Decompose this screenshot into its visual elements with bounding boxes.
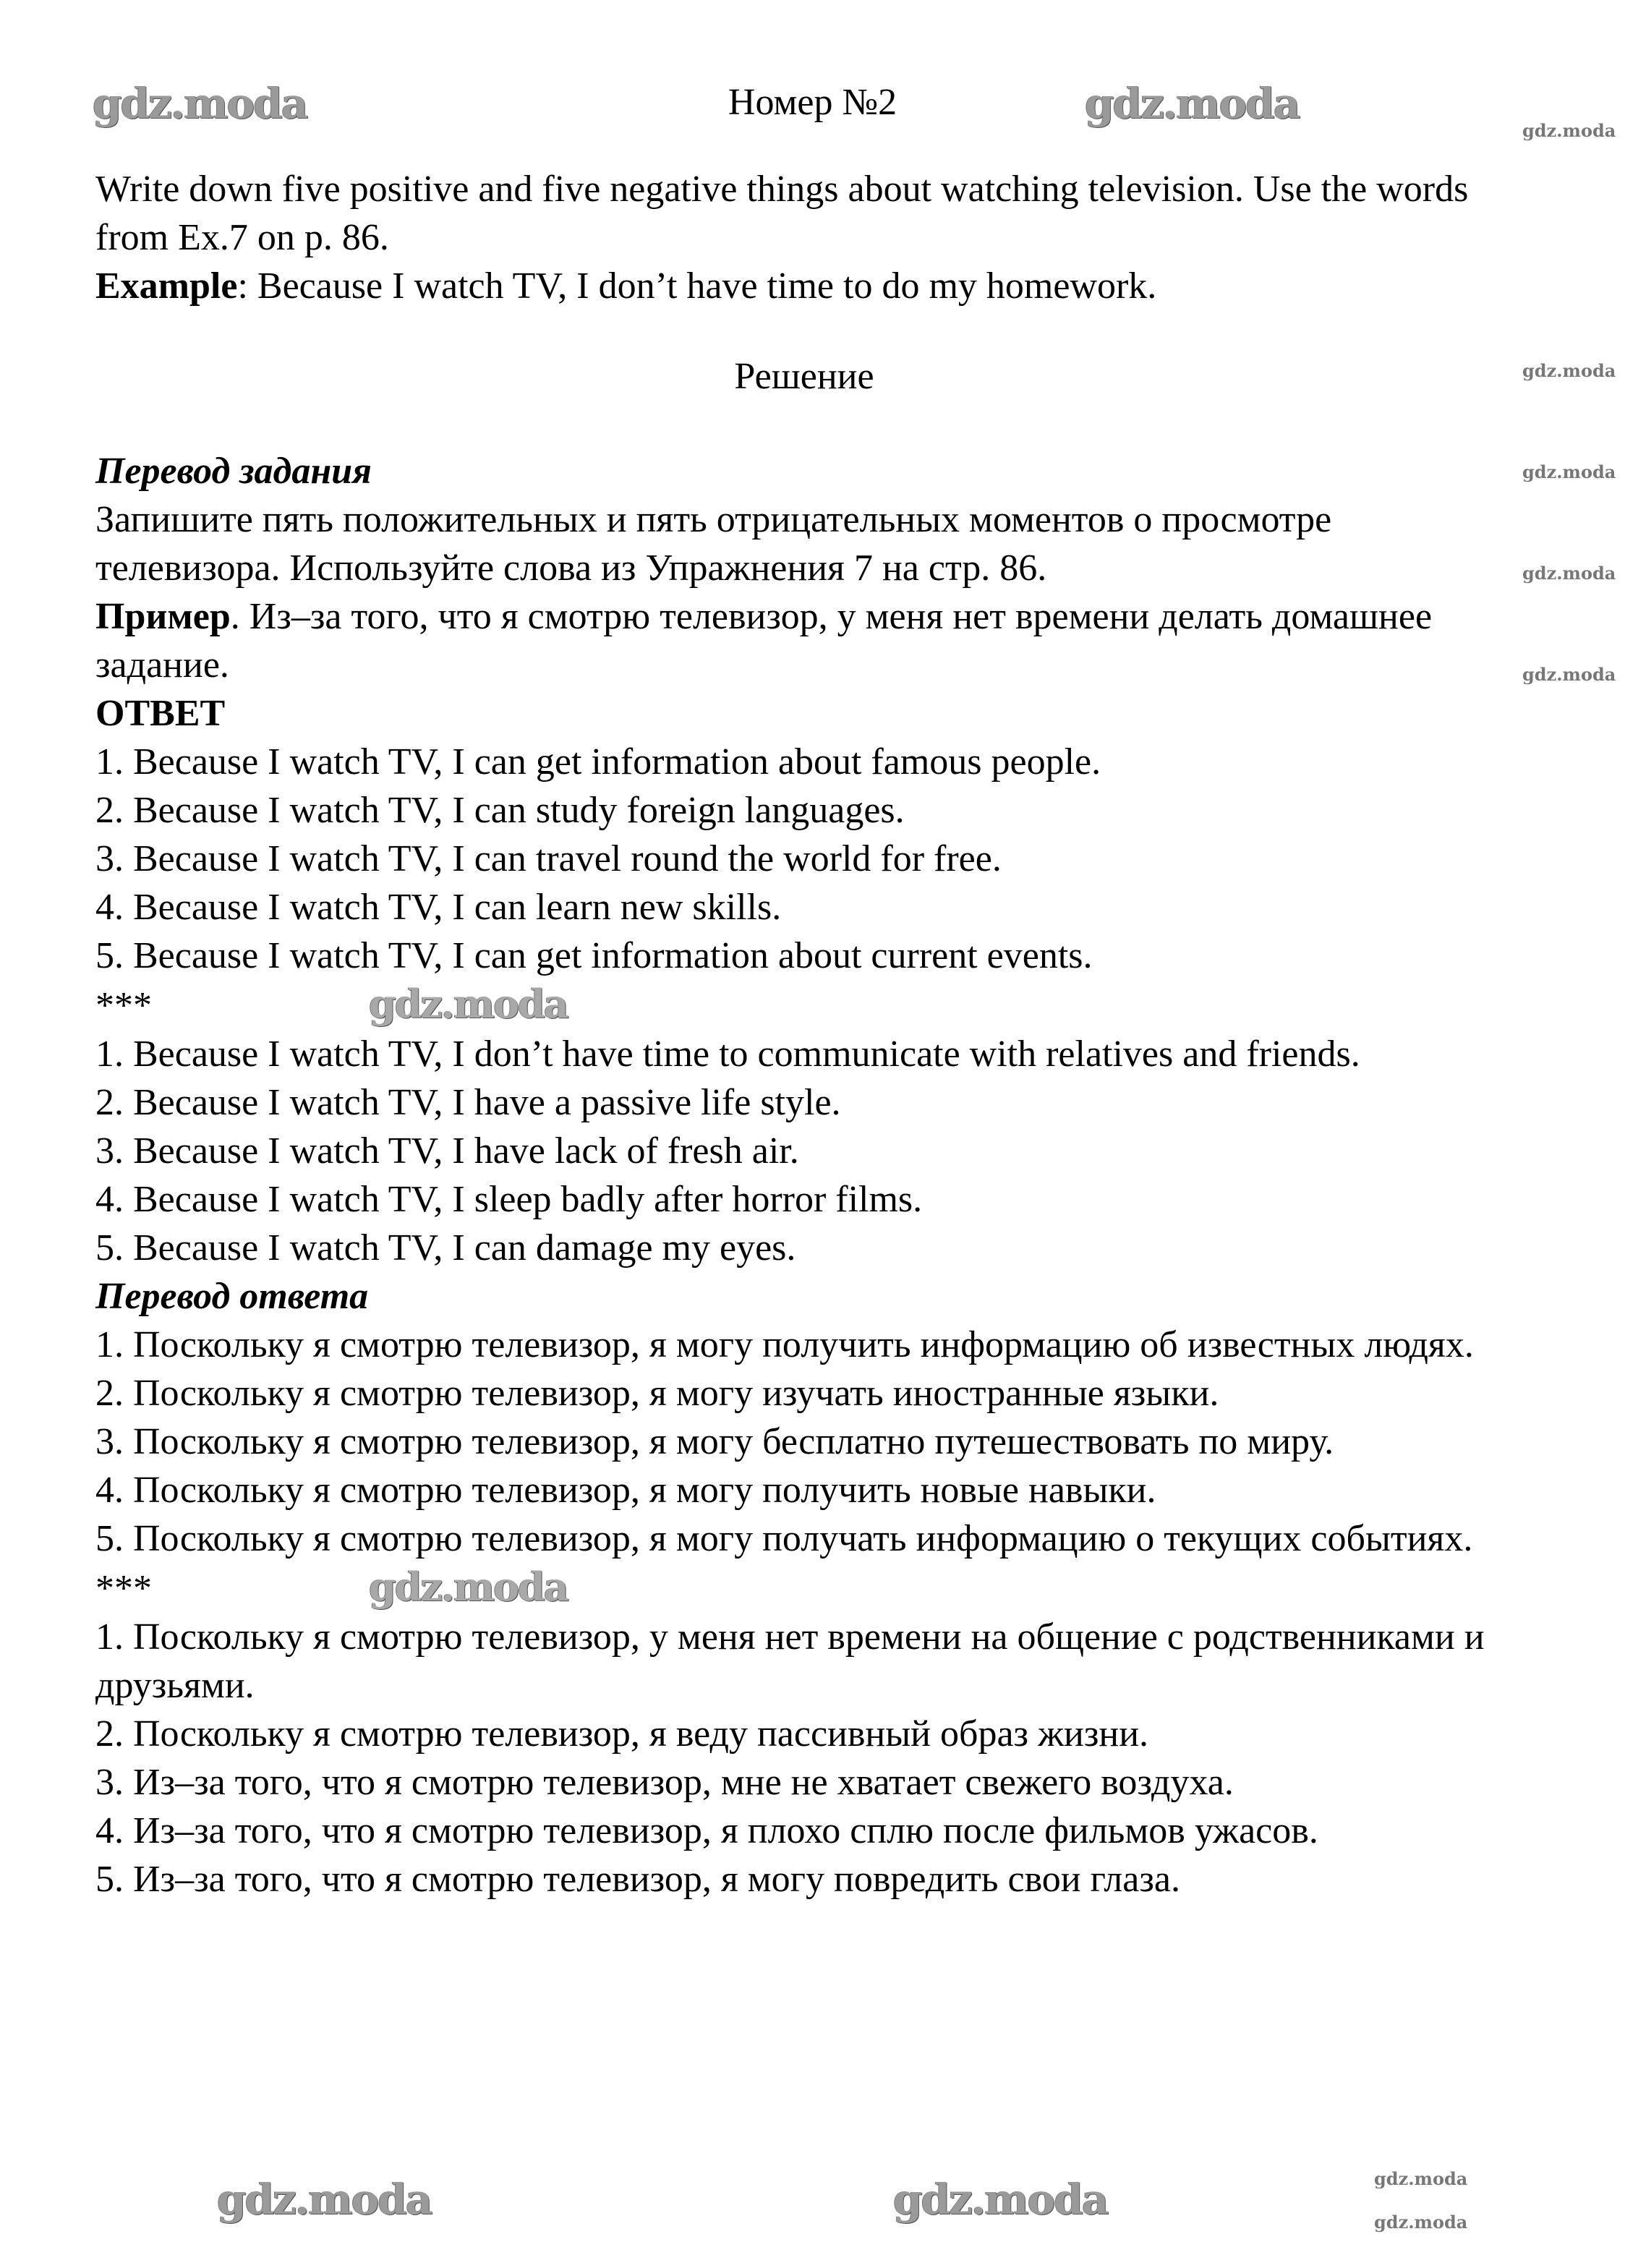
list-item: 2. Поскольку я смотрю телевизор, я веду пассивный образ жизни. — [95, 1713, 1149, 1755]
answer-translation-heading: Перевод ответа — [95, 1276, 369, 1317]
task-example — [95, 262, 1513, 310]
solution-heading: Решение — [734, 356, 874, 397]
watermark: gdz.moda — [369, 981, 568, 1027]
list-item: 2. Поскольку я смотрю телевизор, я могу изучать иностранные языки. — [95, 1373, 1219, 1414]
list-item: 1. Поскольку я смотрю телевизор, у меня нет времени на общение с родственниками и друзьями. — [95, 1616, 1485, 1706]
watermark: gdz.moda — [893, 2175, 1108, 2224]
watermark: gdz.moda — [1522, 461, 1616, 482]
answer-heading: ОТВЕТ — [95, 693, 226, 734]
separator — [95, 980, 1513, 1030]
page-title: Номер №2 — [728, 82, 897, 123]
list-item: 4. Because I watch TV, I can learn new skills. — [95, 887, 782, 928]
list-item: 5. Because I watch TV, I can damage my eyes. — [95, 1227, 796, 1269]
list-item: 3. Because I watch TV, I have lack of fresh air. — [95, 1130, 799, 1172]
list-item: 4. Из–за того, что я смотрю телевизор, я плохо сплю после фильмов ужасов. — [95, 1810, 1318, 1851]
list-item: 3. Из–за того, что я смотрю телевизор, мне не хватает свежего воздуха. — [95, 1762, 1234, 1803]
separator — [95, 1563, 1513, 1613]
list-item: 3. Поскольку я смотрю телевизор, я могу бесплатно путешествовать по миру. — [95, 1421, 1334, 1462]
list-item: 5. Because I watch TV, I can get information about current events. — [95, 935, 1093, 976]
task-translation-heading: Перевод задания — [95, 451, 372, 492]
list-item: 2. Because I watch TV, I have a passive life style. — [95, 1082, 841, 1123]
list-item: 3. Because I watch TV, I can travel round the world for free. — [95, 838, 1002, 879]
list-item: 2. Because I watch TV, I can study foreign languages. — [95, 790, 905, 831]
list-item: 5. Поскольку я смотрю телевизор, я могу получать информацию о текущих событиях. — [95, 1518, 1473, 1559]
watermark: gdz.moda — [1522, 563, 1616, 584]
watermark: gdz.moda — [1522, 664, 1616, 685]
example-label: Example — [95, 265, 238, 307]
watermark: gdz.moda — [217, 2175, 432, 2224]
separator-text: *** — [95, 1568, 152, 1609]
watermark: gdz.moda — [1374, 2168, 1468, 2189]
example-text-ru: . Из–за того, что я смотрю телевизор, у меня нет времени делать домашнее задание. — [95, 596, 1433, 686]
list-item: 1. Because I watch TV, I don’t have time to communicate with relatives and friends. — [95, 1033, 1360, 1075]
separator-text: *** — [95, 985, 152, 1026]
watermark: gdz.moda — [1085, 79, 1300, 128]
list-item: 5. Из–за того, что я смотрю телевизор, я могу повредить свои глаза. — [95, 1859, 1180, 1900]
example-text: : Because I watch TV, I don’t have time to do my homework. — [237, 265, 1157, 307]
list-item: 4. Because I watch TV, I sleep badly after horror films. — [95, 1179, 923, 1220]
task-text: Write down five positive and five negative things about watching television. Use the words from Ex.7 on p. 86. — [95, 169, 1469, 258]
task-translation-example — [95, 592, 1513, 689]
watermark: gdz.moda — [1522, 120, 1616, 141]
list-item: 1. Поскольку я смотрю телевизор, я могу получить информацию об известных людях. — [95, 1324, 1474, 1365]
watermark: gdz.moda — [1522, 360, 1616, 381]
list-item: 4. Поскольку я смотрю телевизор, я могу получить новые навыки. — [95, 1470, 1156, 1511]
example-label-ru: Пример — [95, 596, 231, 637]
watermark: gdz.moda — [369, 1564, 568, 1610]
list-item: 1. Because I watch TV, I can get information about famous people. — [95, 741, 1101, 783]
watermark: gdz.moda — [93, 79, 307, 128]
task-translation-text: Запишите пять положительных и пять отрицательных моментов о просмотре телевизора. Используйте слова из Упражнения 7 на стр. 86. — [95, 499, 1332, 589]
watermark: gdz.moda — [1374, 2212, 1468, 2233]
document-body — [95, 165, 1513, 1904]
